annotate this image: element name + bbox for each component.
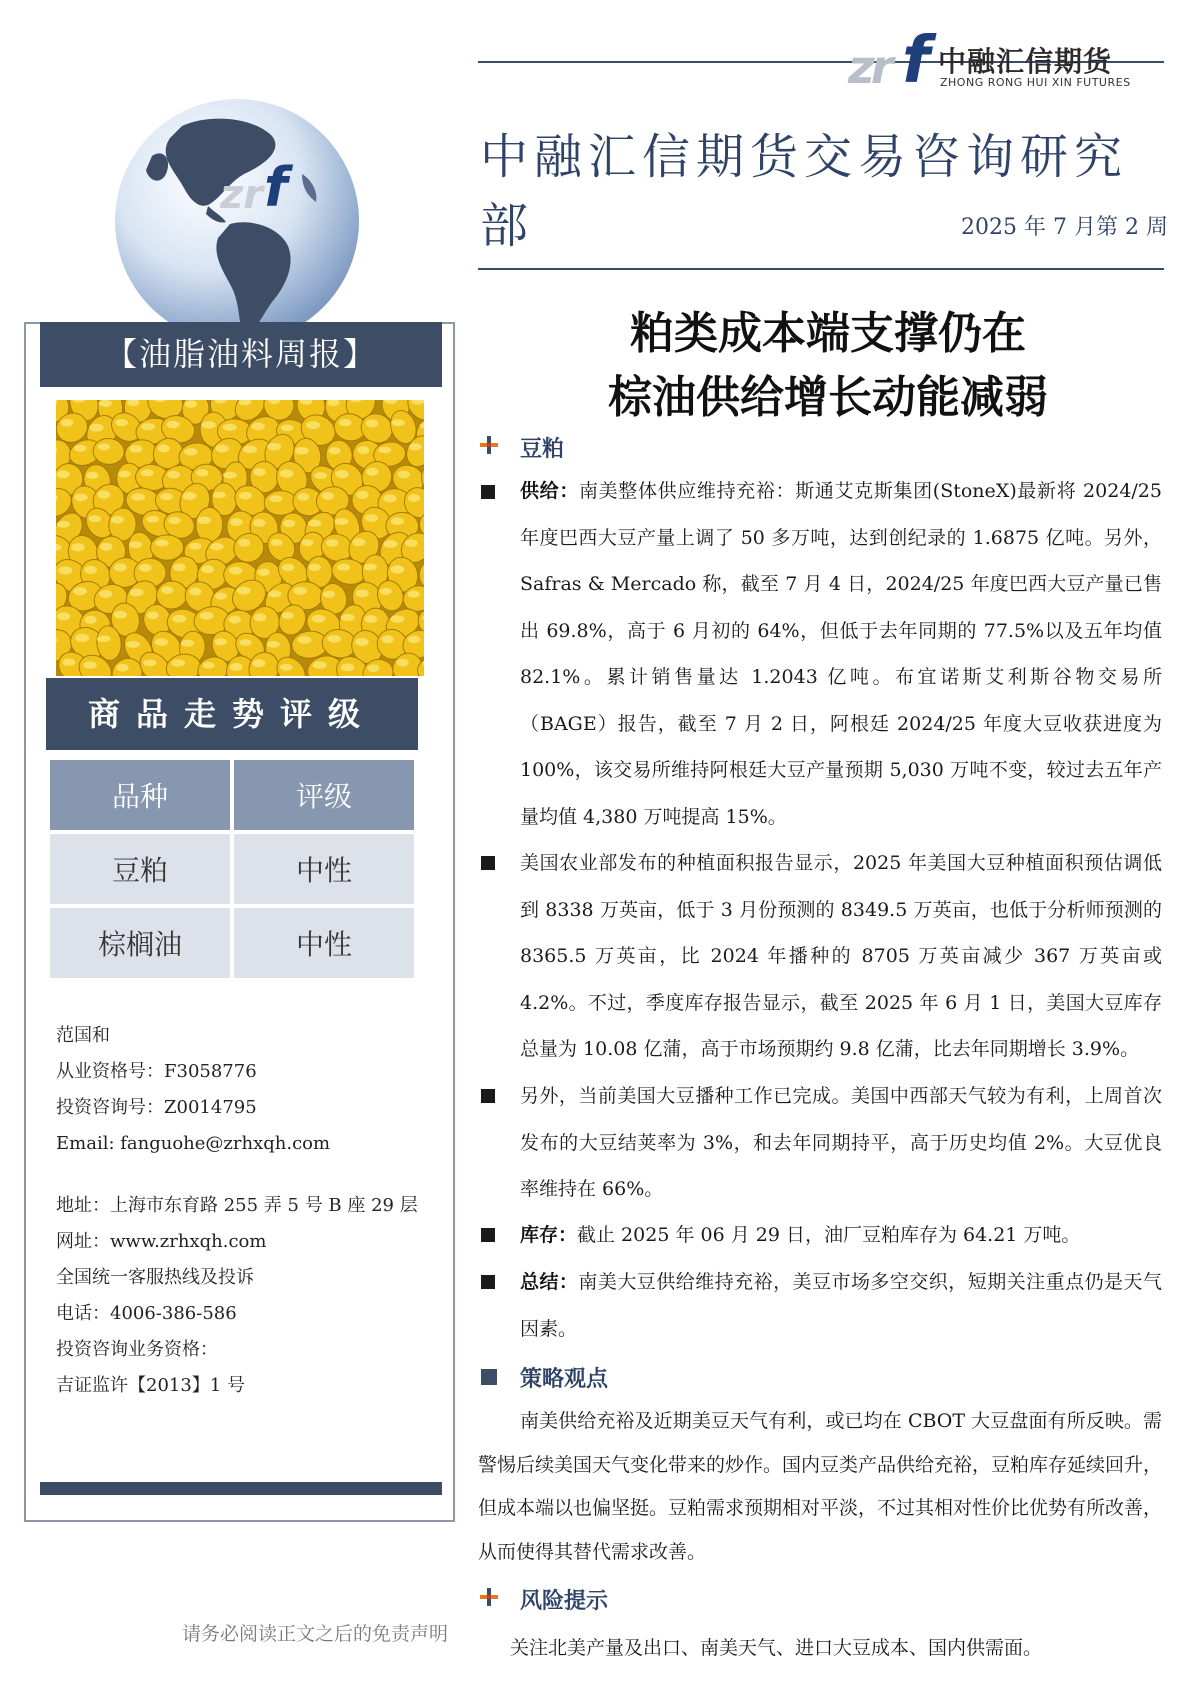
soybean-highlight [251, 422, 265, 430]
bullet-square-icon [481, 1228, 495, 1242]
soybean-highlight [229, 567, 243, 575]
rating-table [46, 756, 418, 982]
soybean-highlight [267, 641, 280, 648]
rating-cell: 中性 [234, 834, 414, 904]
summary-paragraph [520, 1259, 1162, 1352]
soybean-highlight [184, 448, 198, 455]
soybean-highlight [118, 471, 130, 478]
soybean-highlight [98, 400, 112, 407]
supply-text: 南美整体供应维持充裕：斯通艾克斯集团(StoneX)最新将 2024/25 年度巴西大豆产量上调了 50 多万吨，达到创纪录的 1.6875 亿吨。另外，Safras & Mercado 称，截至 7 月 4 日，2024/25 年度巴西大豆产量已售出 69.8%，高于 6 月初的 64%，但低于去年同期的 77.5%以及五年均值 82.1%。累计销售量达 1.2043 亿吨。布宜诺斯艾利斯谷物交易所（BAGE）报告，截至 7 月 2 日，阿根廷 2024/25 年度大豆收获进度为 100%，该交易所维持阿根廷大豆产量预期 5,030 万吨不变，较过去五年产量均值 4,380 万吨提高 15%。 [520, 480, 1162, 828]
soybean-highlight [155, 638, 168, 646]
soybean-highlight [230, 663, 243, 671]
soybean-highlight [185, 400, 197, 407]
soybean-highlight [252, 659, 265, 667]
soybean-highlight [157, 444, 169, 452]
soybean-highlight [253, 468, 266, 476]
soybean-highlight [61, 419, 74, 427]
company-phone: 电话：4006-386-586 [56, 1303, 237, 1324]
logo-mark-f: f [902, 24, 930, 98]
soybean-highlight [197, 516, 211, 523]
soybean-highlight [74, 493, 87, 501]
planting-paragraph [520, 1073, 1162, 1213]
rating-table-header [50, 760, 414, 830]
department-title: 中融汇信期货交易咨询研究部 [480, 129, 1129, 254]
table-row [50, 834, 414, 904]
soybean-highlight [408, 636, 421, 644]
soybean-highlight [189, 588, 201, 596]
soybean-highlight [314, 472, 327, 479]
soybean-highlight [279, 469, 293, 477]
rating-cell: 中性 [234, 908, 414, 978]
company-address: 地址：上海市东育路 255 弄 5 号 B 座 29 层 [56, 1195, 418, 1216]
spacer [56, 1162, 446, 1188]
soybean-highlight [408, 591, 420, 598]
soybean-highlight [199, 612, 213, 620]
report-name-banner: 【油脂油料周报】 [40, 322, 442, 387]
soybean-highlight [100, 543, 112, 551]
analyst-license: 从业资格号：F3058776 [56, 1061, 257, 1082]
soybean-highlight [181, 640, 194, 647]
soybean-highlight [202, 662, 214, 669]
soybean-highlight [213, 491, 226, 498]
rating-section-title: 商品走势评级 [46, 678, 418, 750]
globe-logo-image [112, 96, 362, 346]
soybean-highlight [201, 565, 214, 573]
soybean-highlight [397, 471, 410, 479]
soybean-highlight [268, 590, 282, 597]
soybean-highlight [239, 492, 252, 500]
headline-line-2: 棕油供给增长动能减弱 [608, 372, 1048, 423]
soybean-highlight [216, 445, 229, 453]
qualification-number: 吉证监许【2013】1 号 [56, 1375, 245, 1396]
soybeans-photo [56, 400, 424, 676]
bullet-square-icon [481, 485, 495, 499]
soybean-highlight [223, 472, 237, 479]
inventory-paragraph [520, 1212, 1162, 1259]
soybean-highlight [229, 616, 241, 624]
soybean-highlight [243, 446, 257, 454]
soybean-highlight [182, 492, 196, 500]
headline-line-1: 粕类成本端支撑仍在 [630, 308, 1026, 359]
soybean-highlight [129, 541, 143, 548]
soybean-shape [150, 535, 183, 560]
soybean-highlight [86, 472, 98, 479]
soybean-highlight [339, 419, 352, 427]
soybean-highlight [280, 664, 293, 671]
soybean-highlight [365, 514, 378, 522]
soybean-highlight [352, 538, 365, 546]
soybean-highlight [321, 492, 334, 500]
soybean-highlight [146, 516, 159, 523]
section-title-strategy: 策略观点 [520, 1366, 609, 1392]
inventory-label: 库存： [520, 1224, 578, 1246]
company-logo [848, 26, 1148, 96]
analyst-advisory-number: 投资咨询号：Z0014795 [56, 1097, 257, 1118]
soybean-highlight [327, 635, 341, 643]
bullet-square-icon [481, 1275, 495, 1289]
soybean-highlight [131, 493, 145, 500]
summary-text: 南美大豆供给维持充裕，美豆市场多空交织，短期关注重点仍是天气因素。 [520, 1271, 1162, 1340]
soybean-highlight [364, 563, 377, 570]
soybean-highlight [269, 495, 282, 502]
soybean-highlight [295, 447, 309, 455]
disclaimer-note: 请务必阅读正文之后的免责声明 [182, 1623, 449, 1645]
table-row [50, 908, 414, 978]
soybean-highlight [409, 443, 422, 450]
soybean-highlight [172, 615, 186, 623]
company-website[interactable]: 网址：www.zrhxqh.com [56, 1231, 267, 1252]
soybean-highlight [84, 566, 97, 574]
soybean-highlight [357, 446, 369, 454]
soybean-highlight [254, 613, 267, 621]
strategy-paragraph: 南美供给充裕及近期美豆天气有利，或已均在 CBOT 大豆盘面有所反映。需警惕后续美国天气变化带来的炒作。国内豆类产品供给充裕，豆粕库存延续回升，但成本端以也偏坚挺。豆粕需求预期相对平淡，不过其相对性价比优势有所改善，从而使得其替代需求改善。 [478, 1410, 1163, 1563]
soybean-highlight [62, 658, 75, 666]
soybean-highlight [408, 494, 420, 502]
soybean-highlight [390, 565, 404, 573]
logo-chinese-name: 中融汇信期货 [938, 45, 1113, 78]
qualification-label: 投资咨询业务资格： [56, 1339, 218, 1360]
soybean-highlight [313, 661, 327, 669]
soybean-highlight [141, 423, 155, 430]
soybean-highlight [139, 564, 152, 572]
svg-text:f: f [264, 156, 288, 219]
soybean-highlight [166, 421, 179, 428]
soybean-highlight [390, 615, 404, 622]
soybean-highlight [237, 587, 251, 595]
soybean-highlight [75, 634, 89, 642]
soybean-highlight [84, 616, 96, 624]
soybean-highlight [114, 563, 127, 571]
usda-paragraph [520, 840, 1162, 1073]
soybean-highlight [337, 564, 351, 571]
soybean-highlight [140, 469, 153, 476]
soybean-highlight [366, 419, 379, 427]
soybean-highlight [214, 638, 227, 645]
soybean-highlight [326, 539, 339, 547]
soybean-highlight [308, 520, 322, 527]
soybean-highlight [57, 470, 70, 478]
soybean-highlight [297, 636, 311, 644]
soybean-highlight [89, 515, 102, 522]
soybean-highlight [335, 470, 348, 478]
soybean-highlight [57, 521, 70, 528]
soybean-highlight [215, 593, 227, 600]
soybean-highlight [155, 540, 168, 547]
soybean-highlight [173, 563, 186, 571]
soybean-highlight [114, 611, 127, 619]
soybean-highlight [160, 493, 173, 500]
soybean-highlight [392, 419, 405, 426]
header-rating: 评级 [234, 760, 414, 830]
soybean-highlight [73, 587, 87, 595]
analyst-email[interactable]: Email: fanguohe@zrhxqh.com [56, 1133, 331, 1154]
soybean-highlight [364, 615, 377, 623]
soybean-highlight [210, 543, 224, 550]
soybean-highlight [83, 661, 97, 669]
section-title-risk: 风险提示 [520, 1588, 609, 1614]
product-cell: 豆粕 [50, 834, 230, 904]
soybean-highlight [282, 612, 294, 619]
section-title-soymeal: 豆粕 [520, 436, 565, 462]
bullet-square-icon [481, 1089, 495, 1103]
header-product: 品种 [50, 760, 230, 830]
usda-text: 美国农业部发布的种植面积报告显示，2025 年美国大豆种植面积预估调低到 8338 万英亩，低于 3 月份预测的 8349.5 万英亩，也低于分析师预测的 8365.5 万英亩，比 2024 年播种的 8705 万英亩减少 367 万英亩或 4.2%。不过，季度库存报告显示，截至 2025 年 6 月 1 日，美国大豆库存总量为 10.08 亿蒲，高于市场预期约 9.8 亿蒲，比去年同期增长 3.9%。 [520, 852, 1162, 1060]
supply-label: 供给： [520, 480, 579, 502]
soybean-highlight [168, 517, 180, 524]
bullet-square-icon [481, 856, 495, 870]
soybean-highlight [57, 612, 71, 620]
soybean-highlight [116, 664, 128, 672]
soybean-highlight [239, 639, 251, 646]
soybean-highlight [161, 586, 173, 594]
soybean-highlight [58, 566, 72, 574]
soybean-highlight [356, 589, 369, 597]
soybean-highlight [71, 543, 85, 551]
soybean-highlight [397, 659, 409, 667]
soybean-highlight [383, 540, 397, 548]
svg-text:zr: zr [220, 172, 264, 218]
section-cross-icon [480, 1588, 498, 1606]
report-headline [488, 302, 1168, 430]
soybean-highlight [146, 611, 158, 619]
analyst-name: 范国和 [56, 1025, 110, 1046]
soybean-highlight [97, 635, 111, 642]
logo-mark-zr: zr [848, 40, 890, 94]
soybean-highlight [323, 591, 335, 598]
soybean-highlight [111, 516, 124, 524]
soybean-highlight [335, 518, 349, 525]
soybean-highlight [341, 614, 355, 621]
soybean-highlight [391, 517, 404, 525]
soybean-highlight [283, 520, 295, 528]
soybean-highlight [238, 539, 250, 547]
planting-text: 另外，当前美国大豆播种工作已完成。美国中西部天气较为有利，上周首次发布的大豆结荚率为 3%，和去年同期持平，高于历史均值 2%。大豆优良率维持在 66%。 [520, 1085, 1162, 1200]
soybean-highlight [328, 447, 340, 454]
soybean-highlight [297, 493, 309, 501]
soybean-highlight [381, 635, 393, 643]
report-date: 2025 年 7 月第 2 周 [961, 215, 1168, 240]
logo-english-name: ZHONG RONG HUI XIN FUTURES [940, 76, 1131, 89]
soybean-highlight [383, 494, 396, 502]
soybean-highlight [308, 564, 320, 571]
soybean-highlight [74, 445, 87, 452]
soybean-highlight [405, 539, 418, 547]
sidebar-footer-bar [40, 1482, 442, 1495]
soybean-highlight [223, 424, 237, 431]
soybean-highlight [378, 447, 391, 454]
soybean-highlight [230, 518, 243, 526]
soybean-highlight [253, 519, 266, 527]
soybean-highlight [126, 641, 140, 648]
soybean-highlight [380, 588, 392, 595]
section-square-icon [481, 1369, 497, 1385]
soybean-highlight [306, 421, 320, 429]
soybean-highlight [258, 569, 270, 577]
soybean-highlight [293, 587, 307, 595]
soybean-highlight [282, 564, 295, 571]
soybeans-illustration [56, 400, 424, 676]
soybean-highlight [341, 663, 355, 671]
soybean-highlight [167, 471, 180, 479]
soybean-highlight [97, 491, 110, 499]
soybean-highlight [267, 443, 281, 451]
soybean-highlight [281, 424, 293, 431]
soybean-highlight [196, 469, 209, 476]
soybean-highlight [89, 424, 103, 432]
hotline-label: 全国统一客服热线及投诉 [56, 1267, 254, 1288]
supply-paragraph [520, 468, 1162, 840]
soybean-highlight [129, 588, 143, 596]
header-rule-bottom [478, 268, 1164, 270]
summary-label: 总结： [520, 1271, 579, 1293]
analyst-contact-block [56, 1018, 446, 1404]
risk-paragraph: 关注北美产量及出口、南美天气、进口大豆成本、国内供需面。 [510, 1637, 1043, 1659]
inventory-text: 截止 2025 年 06 月 29 日，油厂豆粕库存为 64.21 万吨。 [577, 1224, 1081, 1246]
soybean-highlight [312, 615, 326, 623]
soybean-highlight [130, 445, 143, 453]
product-cell: 棕榈油 [50, 908, 230, 978]
soybean-highlight [115, 419, 128, 426]
soybean-highlight [301, 539, 313, 546]
section-cross-icon [480, 436, 498, 454]
soybean-highlight [356, 491, 368, 499]
soybean-highlight [143, 659, 156, 666]
soybean-highlight [189, 543, 202, 550]
soybean-highlight [368, 664, 380, 671]
soybean-highlight [99, 590, 112, 598]
soybean-highlight [271, 539, 283, 546]
soybean-highlight [366, 468, 378, 476]
soybean-highlight [355, 638, 369, 646]
soybean-shape [264, 491, 297, 516]
soybean-highlight [202, 421, 216, 429]
soybean-highlight [171, 659, 185, 667]
soybean-highlight [98, 443, 110, 450]
